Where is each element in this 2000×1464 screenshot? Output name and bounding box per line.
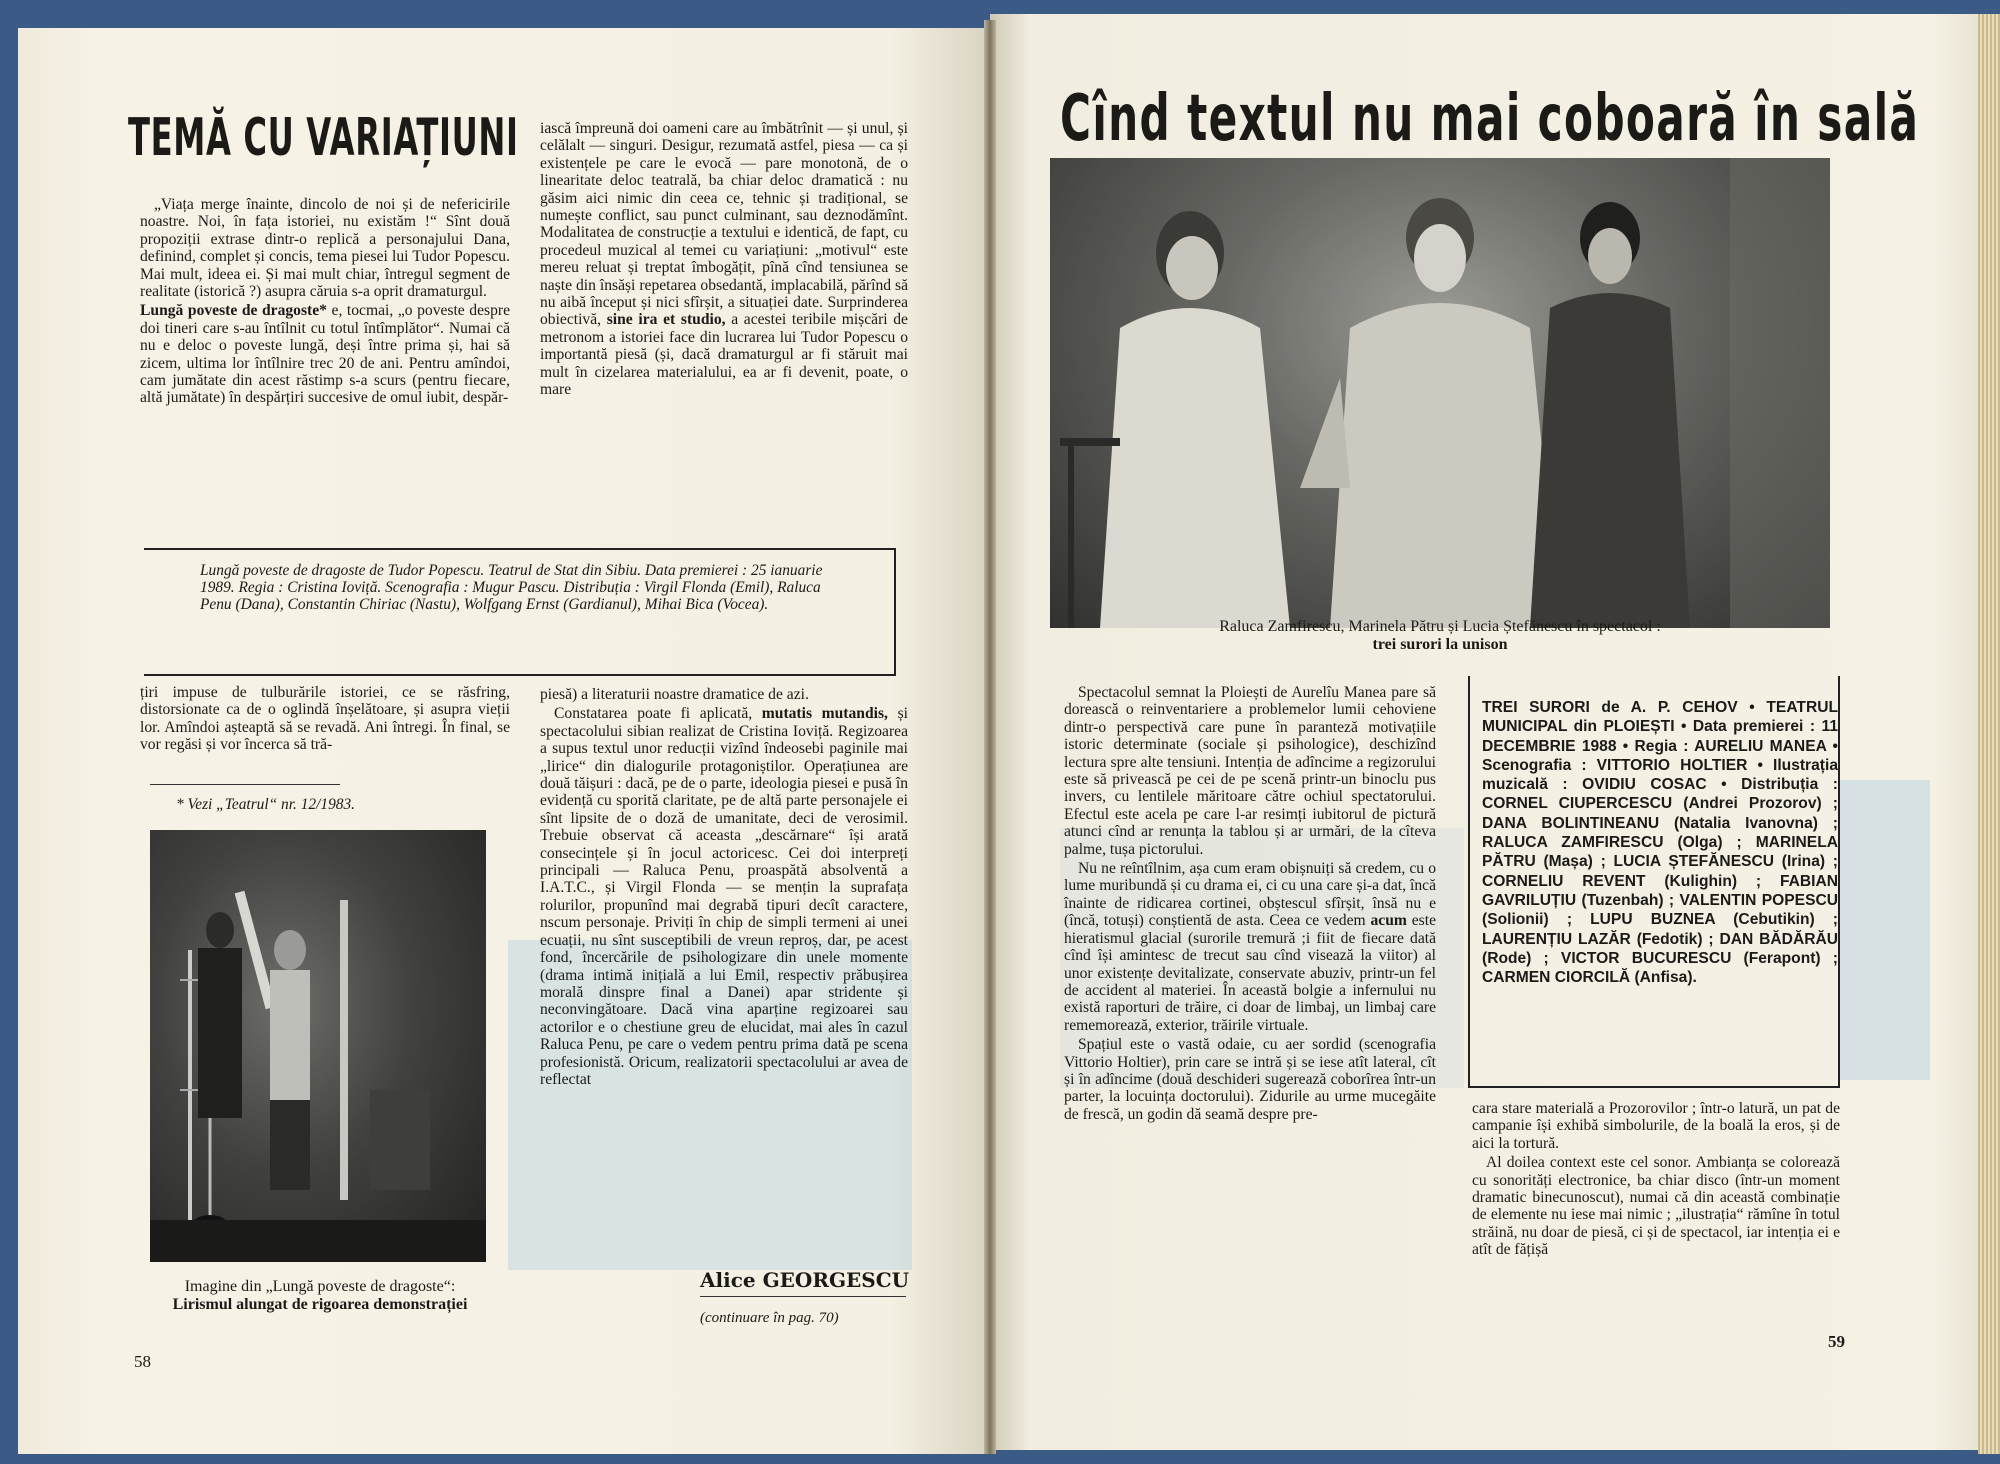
credits-box [144, 548, 896, 676]
footnote-rule [150, 784, 340, 785]
acum-bold: acum [1370, 912, 1407, 930]
left-col2-text [540, 120, 908, 401]
left-col2-part2: a acestei teribile mișcări de metronom a istoriei face din lucrarea lui Tudor Popescu o importantă piesă (și, dacă dramaturgul ar fi stăruit mai mult în cizelarea materialului, ea ar fi devenit, poate, o mare [540, 311, 908, 399]
right-col2-para1: cara stare materială a Prozorovilor ; într-o latură, un pat de campanie își exhibă simbolurile, de la boală la eros, și de aici la tortură. [1472, 1100, 1840, 1152]
signature-rule [700, 1296, 906, 1297]
credits-text: Lungă poveste de dragoste de Tudor Popescu. Teatrul de Stat din Sibiu. Data premierei : 25 ianuarie 1989. Regia : Cristina Ioviță. Scenografia : Mugur Pascu. Distribuția : Virgil Flonda (Emil), Raluca Penu (Dana), Constantin Chiriac (Nastu), Wolfgang Ernst (Gardianul), Mihai Bica (Vocea). [200, 562, 823, 613]
left-stage-photo [150, 830, 486, 1262]
left-article-title: TEMĂ CU VARIAȚIUNI [128, 108, 519, 168]
left-col1b-text [140, 684, 510, 756]
left-col1-para: „Viața merge înainte, dincolo de noi și de nefericirile noastre. Noi, în fața istoriei, nu existăm !“ Sînt două propoziții extrase dintr-o replică a personajului Dana, definind, complet și concis, tema piesei lui Tudor Popescu. Mai mult, ideea ei. Și mai mult chiar, întregul segment de realitate (istorică ?) asupra căruia s-a oprit dramaturgul. [140, 196, 510, 301]
right-caption-line2: trei surori la unison [1372, 635, 1508, 653]
right-col2-text [1472, 1100, 1840, 1261]
left-col1-para2 [140, 302, 510, 406]
footnote: * Vezi „Teatrul“ nr. 12/1983. [176, 796, 356, 813]
right-photo-shapes [1050, 158, 1830, 628]
left-col2b-part2: și spectacolului sibian realizat de Cristina Ioviță. Regizoarea a supus textul unor reducții vizînd îndeosebi paginile mai „lirice“ din dialogurile protagoniștilor. Operațiunea are două tăișuri : dacă, pe de o parte, ideologia piesei e pusă în evidență cu sporită claritate, pe de altă parte personajele ei sînt lipsite de o doză de umanitate, deci de verosimil. Trebuie observat că aceasta „descărnare“ își arată consecințele și în jocul actoricesc. Cei doi interpreți principali — Raluca Penu, proaspătă absolventă a I.A.T.C., și Virgil Flonda — se mențin la suprafața rolurilor, propunînd mai degrabă tipuri decît caractere, nscum personaje. Priviți în chip de simpli termeni ai unei ecuații, nu sînt susceptibili de vreun reproș, dar, pe acest fond, încercările de psihologizare din unele momente (drama intimă inițială a lui Emil, respectiv prăbușirea morală dinspre final a Danei) apar stridente și neconvingătoare. Dacă vina aparține regizoarei sau actorilor e o chestiune greu de elucidat, mai ales în cazul Raluca Penu, pe care o vedem pentru prima dată pe scena profesionistă. Oricum, realizatorii spectacolului ar avea de reflectat [540, 705, 908, 1088]
left-photo-caption [130, 1278, 510, 1313]
left-col2b-para1: piesă) a literaturii noastre dramatice de azi. [540, 686, 809, 703]
left-col2b-para2 [540, 705, 908, 1088]
right-stage-photo [1050, 158, 1830, 628]
right-col1-para1: Spectacolul semnat la Ploiești de Aurelîu Manea pare să dorească o reinventariere a problemelor lumii cehoviene dintr-o perspectivă care pune în paranteză motivațiile istoric determinate (sociale și psihologice), deschizînd lectura spre alte tensiuni. Intenția de adîncime a regizorului este să privească pe cei de pe scenă printr-un binoclu pus invers, cu lentilele măritoare către ochiul spectatorului. Efectul este acela pe care l-ar resimți iubitorul de pictură atunci cînd ar renunța la tablou și ar urmări, de la cîteva palme, tușa pictorului. [1064, 684, 1436, 858]
continued-note: (continuare în pag. 70) [700, 1310, 839, 1326]
page-edges [1978, 14, 2000, 1454]
right-col1-para3: Spațiul este o vastă odaie, cu aer sordid (scenografia Vittorio Holtier), prin care se intră și se iese atît lateral, cît și în adîncime (două deschideri sugerează coborîrea într-un parter, la locuința doctorului). Zidurile au urme mucegăite de frescă, un godin dă seamă despre pre- [1064, 1036, 1436, 1123]
cast-info-text: TREI SURORI de A. P. CEHOV • TEATRUL MUNICIPAL din PLOIEȘTI • Data premierei : 11 DECEMBRIE 1988 • Regia : AURELIU MANEA • Scenografia : VITTORIO HOLTIER • Ilustrația muzicală : OVIDIU COSAC • Distribuția : CORNEL CIUPERCESCU (Andrei Prozorov) ; DANA BOLINTINEANU (Natalia Ivanovna) ; RALUCA ZAMFIRESCU (Olga) ; MARINELA PĂTRU (Mașa) ; LUCIA ȘTEFĂNESCU (Irina) ; CORNELIU REVENT (Kulighin) ; FABIAN GAVRILUȚIU (Tuzenbah) ; VALENTIN POPESCU (Solionii) ; LUPU BUZNEA (Cebutikin) ; LAURENȚIU LAZĂR (Fedotik) ; DAN BĂDĂRĂU (Rode) ; VICTOR BUCURESCU (Ferapont) ; CARMEN CIORCILĂ (Anfisa). [1482, 699, 1838, 987]
mutatis-bold: mutatis mutandis, [761, 705, 888, 723]
left-col2b-part1: Constatarea poate fi aplicată, [554, 705, 753, 723]
right-caption-line1: Raluca Zamfirescu, Marinela Pătru și Lucia Ștefănescu în spectacol : [1219, 618, 1661, 635]
page-number-left: 58 [134, 1352, 151, 1371]
left-col1-para2-rest: e, tocmai, „o poveste despre doi tineri care s-au întîlnit cu totul întîmplător“. Numai că nu e deloc o poveste lungă, deși între prima și, hai să zicem, ultima lor întîlnire trec 20 de ani. Pentru amîndoi, cam jumătate din acest răstimp s-a scurs (pentru fiecare, altă jumătate) în despărțiri succesive de omul iubit, despăr- [140, 302, 510, 407]
left-col2b-text [540, 686, 908, 1090]
right-col1-para2-part2: este hieratismul glacial (surorile tremură ;i fiit de fiecare dată cînd își amintesc de trecut sau cînd visează la viitor) al unor existențe devitalizate, conservate abuziv, printr-un fel de accident al materiei. În această bolgie a infernului nu există raporturi de trăire, ci doar de limbaj, un limbaj care rememorează, exterior, trăirile virtuale. [1064, 912, 1436, 1034]
left-photo-shapes [150, 830, 486, 1262]
left-col1b-para: țiri impuse de tulburările istoriei, ce se răsfring, distorsionate ca de o oglindă înșelătoare, și asupra vieții lor. Amîndoi așteaptă să se revadă. Ani întregi. În final, se vor regăsi și vor încerca să tră- [140, 684, 510, 754]
left-caption-line2: Lirismul alungat de rigoarea demonstrației [172, 1295, 468, 1313]
highlight-tint-right-edge [1838, 780, 1930, 1080]
author-signature: Alice GEORGESCU [700, 1268, 910, 1292]
cast-info-box [1468, 676, 1840, 1088]
left-col1-text [140, 196, 510, 409]
left-col2-para [540, 120, 908, 399]
left-col2-part1: iască împreună doi oameni care au îmbătrînit — și unul, și celălalt — singuri. Desigur, rezumată astfel, piesa — ca și existențele pe care le evocă — pare monotonă, de o linearitate deloc teatrală, ba chiar deloc dramatică : nu găsim aici nimic din ceea ce, tehnic și tradițional, se numește conflict, sau punct culminant, sau deznodămînt. Modalitatea de construcție a textului e identică, de fapt, cu procedeul muzical al temei cu variațiuni: „motivul“ este mereu reluat și treptat îmbogățit, pînă cînd tensiunea se naște din însăși repetarea obsedantă, implacabilă, părînd să nu aibă început și nici sfîrșit, a situației date. Surprinderea obiectivă, [540, 120, 908, 329]
left-caption-line1: Imagine din „Lungă poveste de dragoste“: [184, 1278, 456, 1295]
right-col2-para2: Al doilea context este cel sonor. Ambianța se colorează cu sonorități electronice, ba chiar disco (într-un moment dramatic binecunoscut), numai că din această combinație de elemente nu iese mai nimic ; „ilustrația“ rămîne în totul străină, nu doar de piesă, ci și de spectacol, iar intenția ei e atît de fățișă [1472, 1154, 1840, 1259]
right-col1-para2-part1: Nu ne reîntîlnim, așa cum eram obișnuiți să credem, cu o lume muribundă și cu drama ei, ci cu una care și-a dat, încă înainte de ridicarea cortinei, obștescul sfîrșit, însă nu e (încă, totuși) conștientă de asta. Ceea ce vedem [1064, 860, 1436, 930]
book-gutter [984, 20, 996, 1454]
sine-ira-bold: sine ira et studio, [606, 311, 726, 329]
right-article-title: Cînd textul nu mai coboară în sală [1060, 82, 1920, 156]
right-photo-caption [1080, 618, 1800, 653]
page-number-right: 59 [1828, 1332, 1845, 1351]
play-title-bold: Lungă poveste de dragoste* [140, 302, 327, 320]
right-col1-para2 [1064, 860, 1436, 1034]
right-col1-text [1064, 684, 1436, 1125]
